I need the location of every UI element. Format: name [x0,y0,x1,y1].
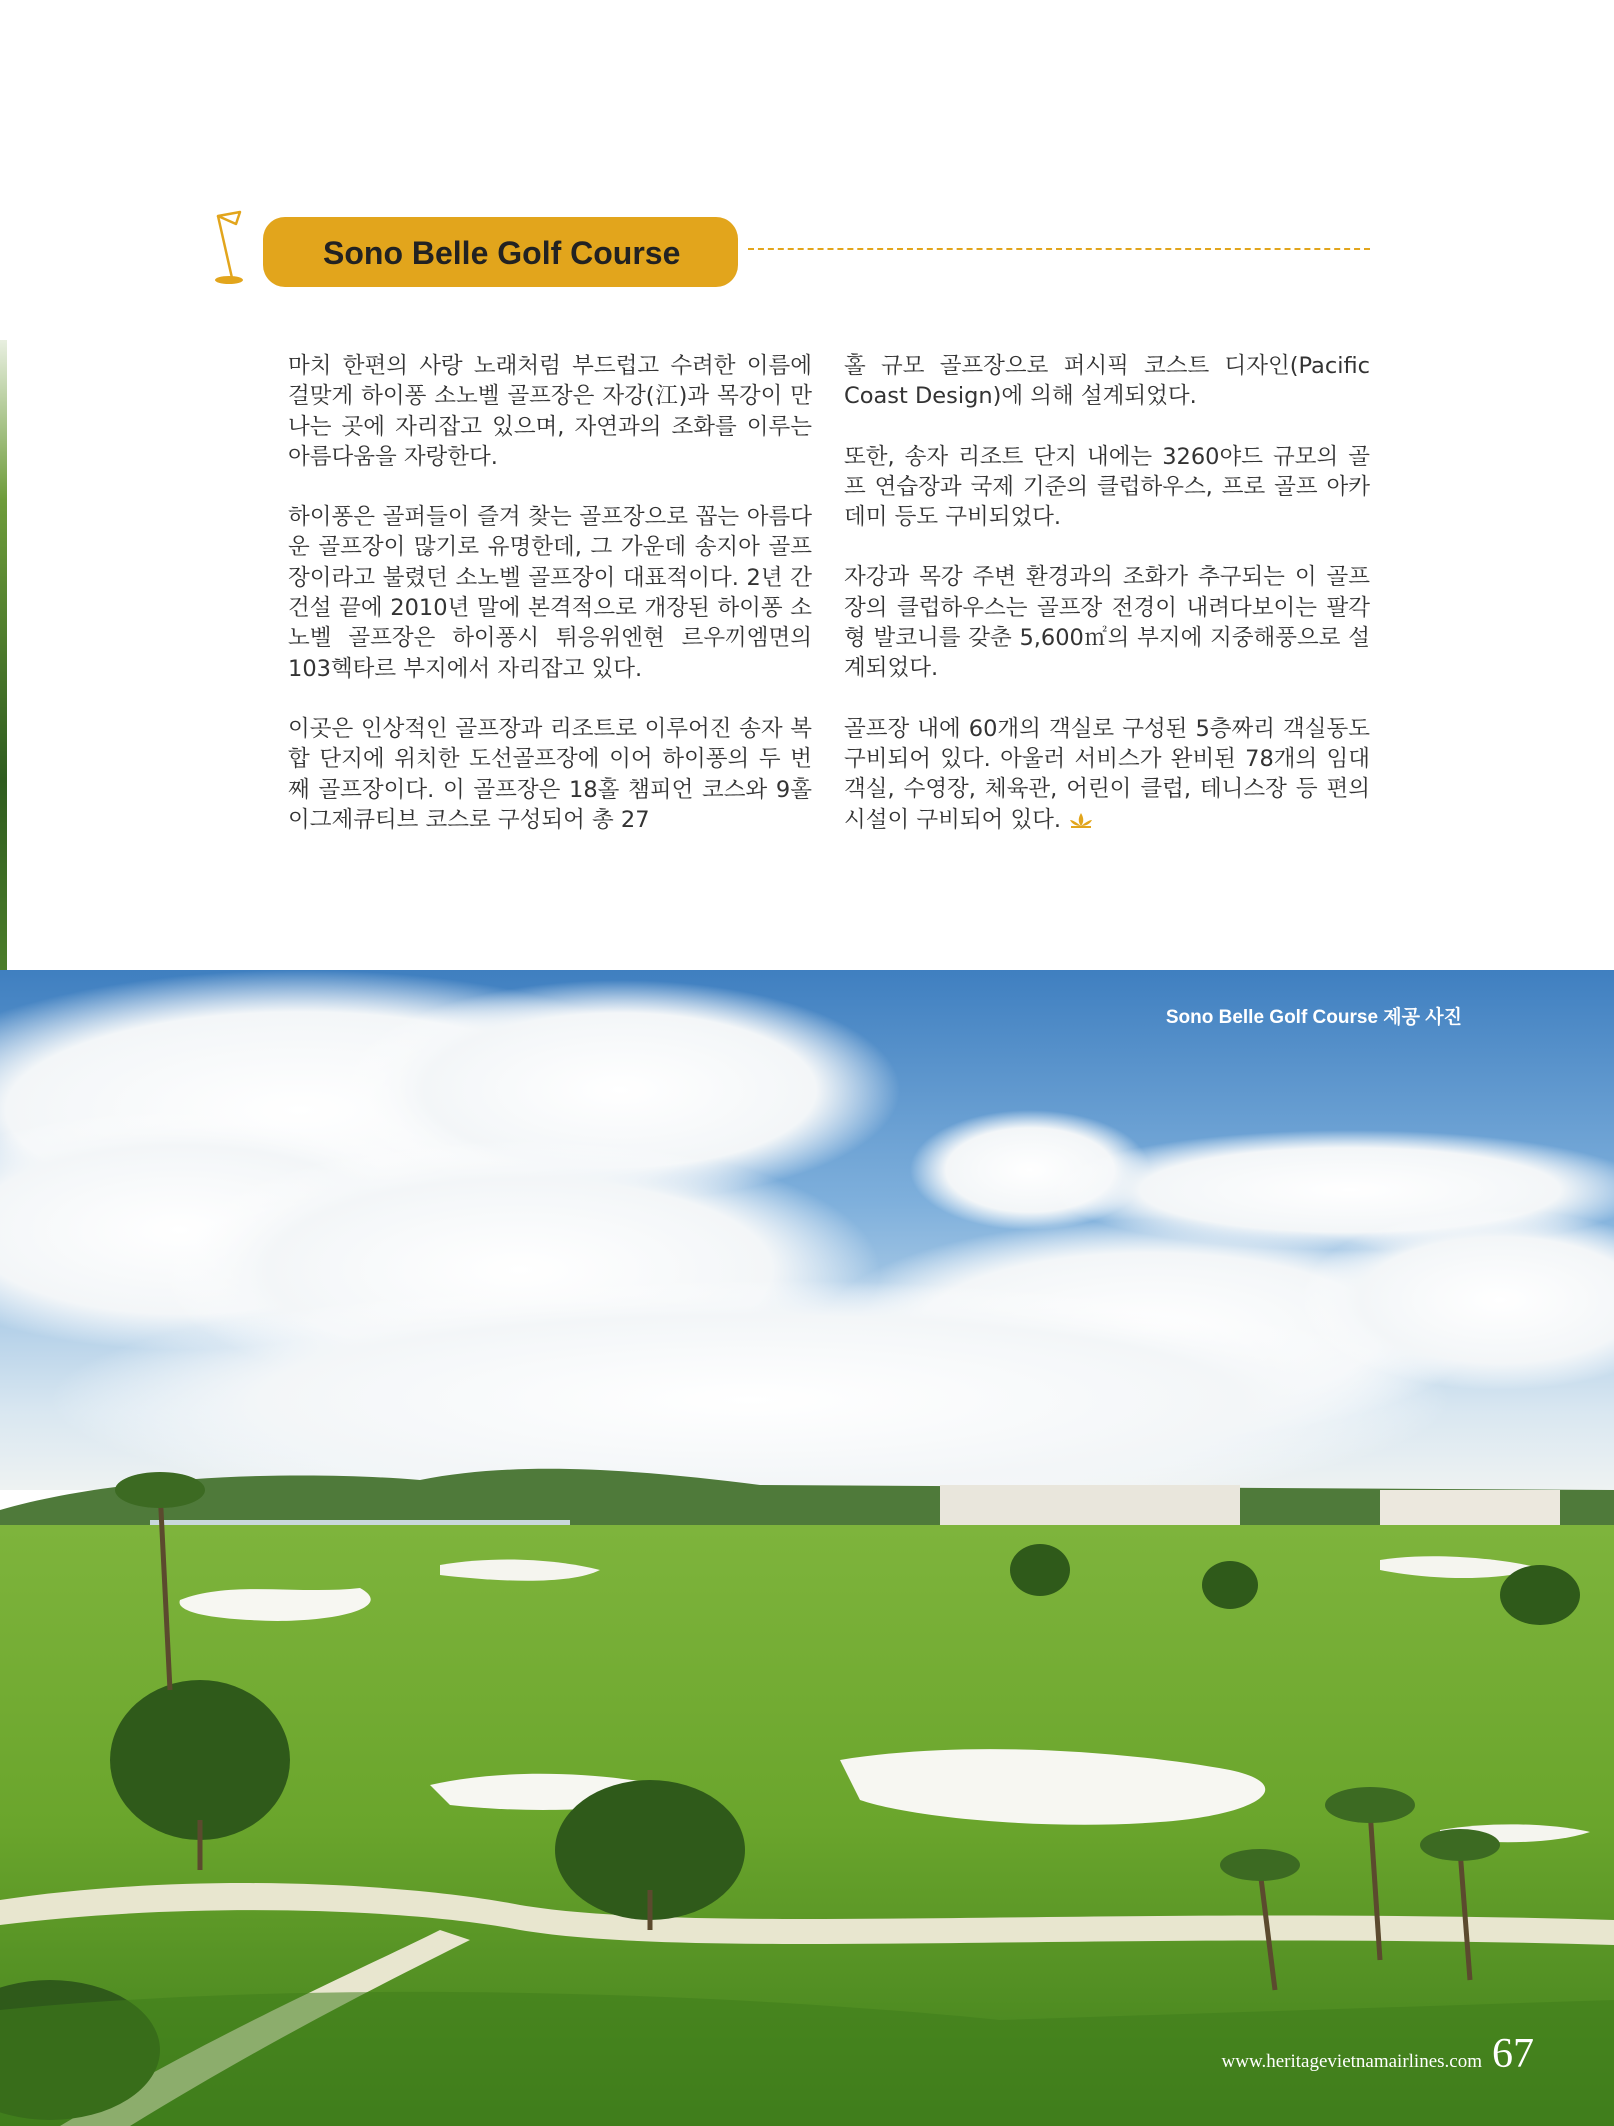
page-title: Sono Belle Golf Course [323,235,681,271]
paragraph: 이곳은 인상적인 골프장과 리조트로 이루어진 송자 복합 단지에 위치한 도선골프장에 이어 하이퐁의 두 번째 골프장이다. 이 골프장은 18홀 챔피언 코스와 9홀 이그제큐티브 코스로 구성되어 총 27 [288,715,812,833]
golf-course-photo [0,970,1614,2126]
section-header [210,210,1370,290]
paragraph: 하이퐁은 골퍼들이 즐겨 찾는 골프장으로 꼽는 아름다운 골프장이 많기로 유명한데, 그 가운데 송지아 골프장이라고 불렸던 소노벨 골프장이 대표적이다. 2년 간 건설 끝에 2010년 말에 본격적으로 개장된 하이퐁 소노벨 골프장은 하이퐁시 튀응위엔현 르우끼엠면의 103헥타르 부지에서 자리잡고 있다. [288,504,812,682]
paragraph: 골프장 내에 60개의 객실로 구성된 5층짜리 객실동도 구비되어 있다. 아울러 서비스가 완비된 78개의 임대 객실, 수영장, 체육관, 어린이 클럽, 테니스장 등 편의 시설이 구비되어 있다. [844,715,1370,833]
article-column-left [288,351,812,865]
photo-credit: Sono Belle Golf Course 제공 사진 [1165,1007,1462,1028]
paragraph: 또한, 송자 리조트 단지 내에는 3260야드 규모의 골프 연습장과 국제 기준의 클럽하우스, 프로 골프 아카데미 등도 구비되었다. [844,443,1370,531]
paragraph: 홀 규모 골프장으로 퍼시픽 코스트 디자인(Pacific Coast Design)에 의해 설계되었다. [844,353,1370,410]
article-column-right [844,351,1370,865]
paragraph: 자강과 목강 주변 환경과의 조화가 추구되는 이 골프장의 클럽하우스는 골프장 전경이 내려다보이는 팔각형 발코니를 갖춘 5,600㎡의 부지에 지중해풍으로 설계되었다. [844,564,1370,682]
golf-flag-icon [210,210,250,290]
paragraph: 마치 한편의 사랑 노래처럼 부드럽고 수려한 이름에 걸맞게 하이퐁 소노벨 골프장은 자강(江)과 목강이 만나는 곳에 자리잡고 있으며, 자연과의 조화를 이루는 아름다움을 자랑한다. [288,353,812,470]
title-dashed-rule [748,248,1370,250]
page-footer [1222,2030,1534,2080]
lotus-icon [1067,811,1095,829]
paragraph-last [844,714,1370,835]
page-number: 67 [1492,2031,1534,2077]
title-pill [263,217,738,287]
site-url: www.heritagevietnamairlines.com [1221,2051,1482,2072]
